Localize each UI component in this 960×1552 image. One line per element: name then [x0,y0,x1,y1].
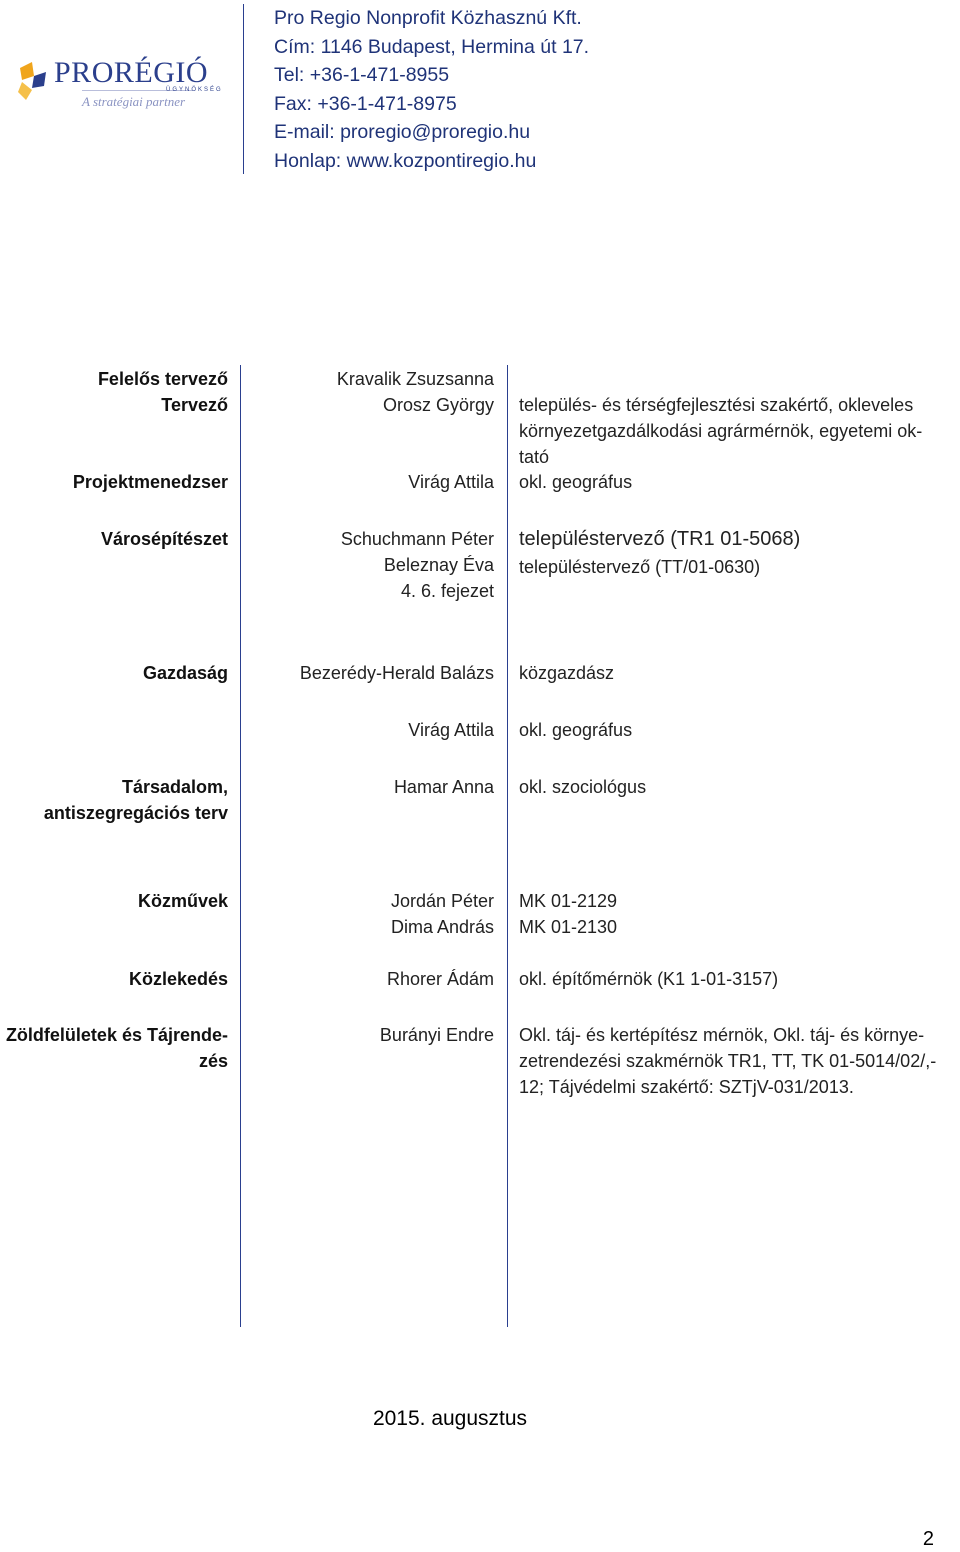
person-name: Bezerédy-Herald Balázs [299,663,494,683]
qualification-line: közgazdász [519,663,615,683]
person-name: Orosz György [382,395,494,415]
logo-wordmark: PRORÉGIÓ [54,56,209,89]
qualification-line: MK 01-2130 [519,917,618,937]
role-label-projektmenedzser: Projektmenedzser [72,472,228,492]
qualification-line: tató [519,447,550,467]
role-label-varosepiteszet: Városépítészet [100,529,228,549]
logo-mark-icon [16,60,56,102]
qualification-line: okl. szociológus [519,777,647,797]
role-label-kozlekedes: Közlekedés [128,969,228,989]
header-divider [243,4,244,174]
person-name: Virág Attila [408,720,494,740]
qualification-line: település- és térségfejlesztési szakértő, okleveles [519,395,914,415]
chapter-note: 4. 6. fejezet [400,581,494,601]
role-label-felelos-tervezo: Felelős tervező [97,369,228,389]
logo-subtitle: ÜGYNÖKSÉG [166,87,223,93]
person-name: Hamar Anna [393,777,494,797]
qualification-line: MK 01-2129 [519,891,618,911]
page-number: 2 [922,1528,934,1550]
person-name: Kravalik Zsuzsanna [336,369,494,389]
company-address-block [274,4,589,175]
company-fax: Fax: +36-1-471-8975 [274,92,457,115]
role-label-tarsadalom-cont: antiszegregációs terv [43,803,228,823]
company-address: Cím: 1146 Budapest, Hermina út 17. [274,35,590,58]
qualification-line: 12; Tájvédelmi szakértő: SZTjV-031/2013. [519,1077,854,1097]
qualification-line: településtervező (TR1 01-5068) [519,528,801,550]
column-divider-left [240,365,241,1327]
person-name: Virág Attila [408,472,494,492]
document-date: 2015. augusztus [372,1407,528,1430]
qualification-line: zetrendezési szakmérnök TR1, TT, TK 01-5014/02/,- [519,1051,937,1071]
proregio-logo [16,52,226,132]
company-email: E-mail: proregio@proregio.hu [274,121,531,143]
role-label-zoldfeluletek-cont: zés [198,1051,228,1071]
person-name: Schuchmann Péter [340,529,494,549]
role-label-zoldfeluletek: Zöldfelületek és Tájrende- [5,1025,228,1045]
person-name: Beleznay Éva [383,555,494,575]
qualification-line: okl. geográfus [519,472,633,492]
person-name: Rhorer Ádám [386,969,494,989]
qualification-line: településtervező (TT/01-0630) [519,557,761,577]
qualification-line: környezetgazdálkodási agrármérnök, egyetemi ok- [519,421,923,441]
person-name: Jordán Péter [390,891,494,911]
role-label-gazdasag: Gazdaság [142,663,228,683]
person-name: Burányi Endre [379,1025,494,1045]
company-name: Pro Regio Nonprofit Közhasznú Kft. [274,7,582,29]
company-website: Honlap: www.kozpontiregio.hu [274,149,537,172]
column-divider-right [507,365,508,1327]
person-name: Dima András [390,917,494,937]
qualification-line: okl. geográfus [519,720,633,740]
qualification-line: Okl. táj- és kertépítész mérnök, Okl. táj- és környe- [519,1025,925,1045]
qualification-line: okl. építőmérnök (K1 1-01-3157) [519,969,779,989]
company-phone: Tel: +36-1-471-8955 [274,64,450,86]
logo-tagline: A stratégiai partner [82,94,186,109]
role-label-kozmuvek: Közművek [137,891,228,911]
role-label-tarsadalom: Társadalom, [121,777,228,797]
role-label-tervezo: Tervező [161,395,228,415]
